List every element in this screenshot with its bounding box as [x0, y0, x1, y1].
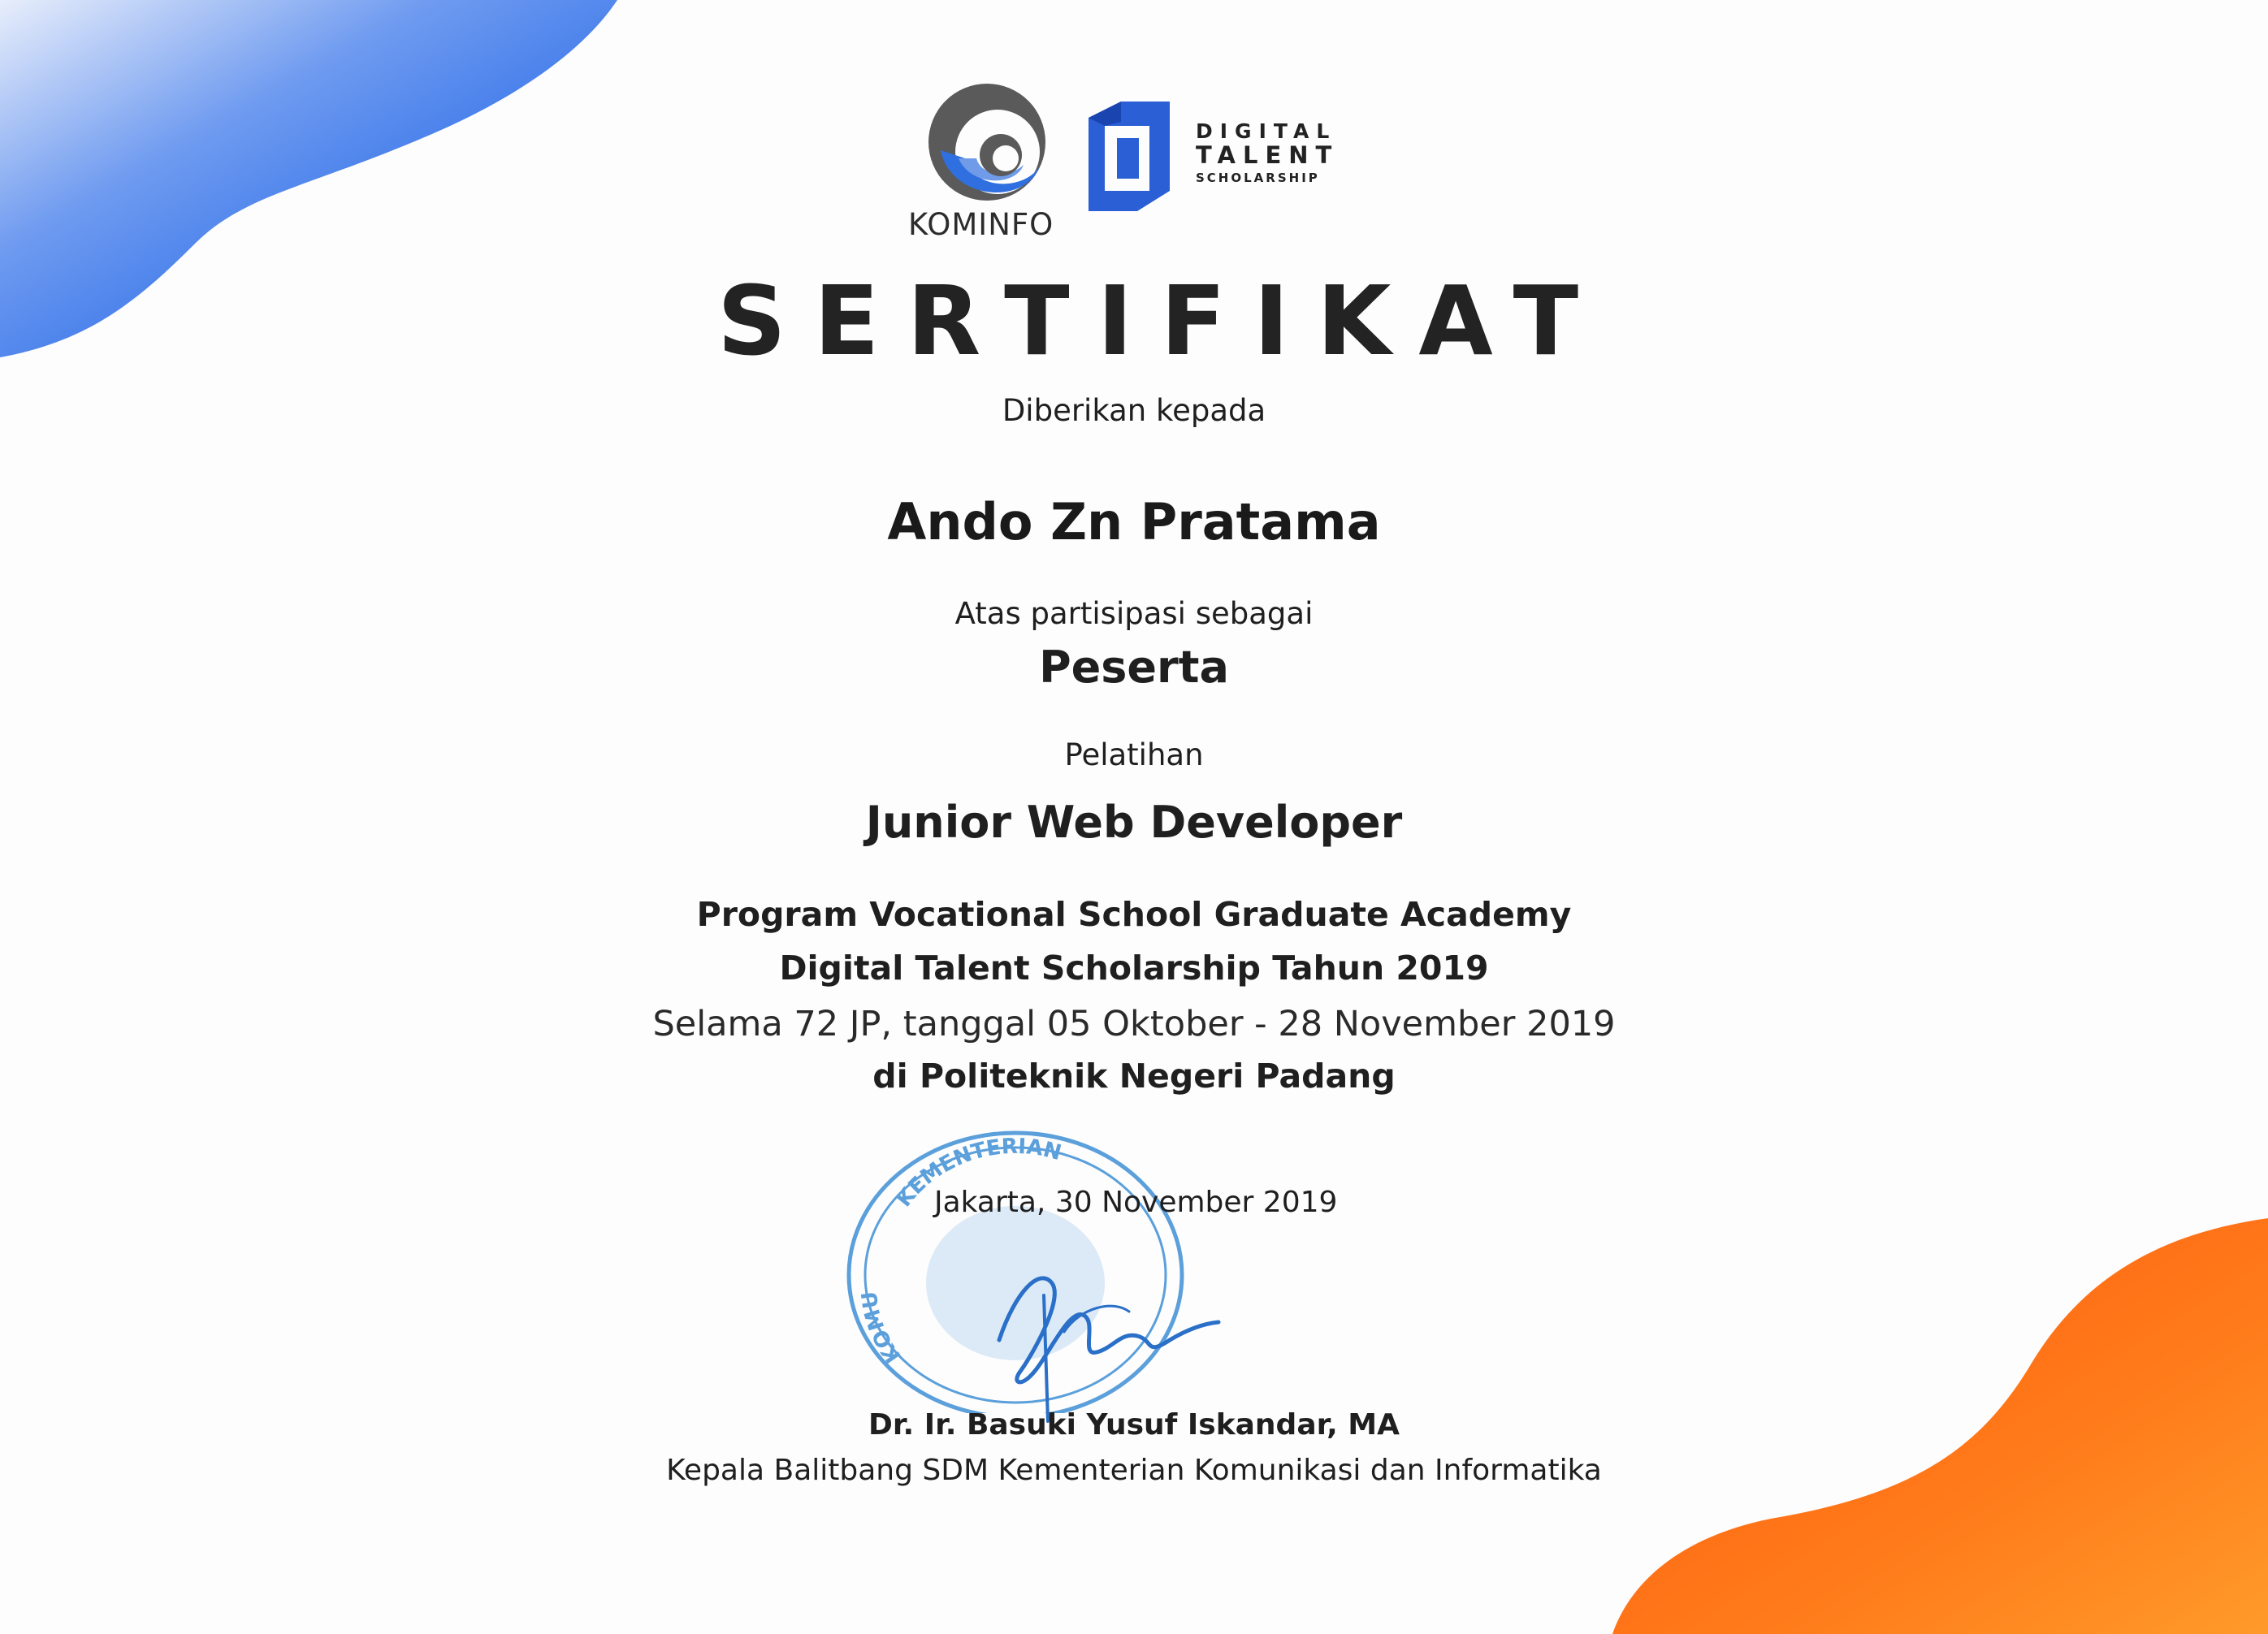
- given-to-label: Diberikan kepada: [1002, 393, 1266, 428]
- recipient-name: Ando Zn Pratama: [887, 492, 1381, 551]
- signer-title: Kepala Balitbang SDM Kementerian Komunikasi dan Informatika: [666, 1454, 1602, 1487]
- participant-role: Peserta: [1039, 642, 1229, 693]
- kominfo-label: KOMINFO: [908, 207, 1054, 242]
- course-name: Junior Web Developer: [865, 797, 1403, 848]
- program-line-2: Digital Talent Scholarship Tahun 2019: [779, 949, 1489, 988]
- digital-talent-line-1: DIGITAL: [1196, 119, 1337, 143]
- training-venue: di Politeknik Negeri Padang: [872, 1057, 1396, 1096]
- kominfo-logo-icon: [928, 84, 1045, 201]
- place-and-date: Jakarta, 30 November 2019: [934, 1186, 1338, 1219]
- digital-talent-line-3: SCHOLARSHIP: [1196, 171, 1320, 185]
- stamp-text-top: KEMENTERIAN: [891, 1134, 1064, 1212]
- program-line-1: Program Vocational School Graduate Academy: [696, 895, 1572, 934]
- certificate-title: SERTIFIKAT: [716, 265, 1607, 377]
- signer-name: Dr. Ir. Basuki Yusuf Iskandar, MA: [868, 1408, 1400, 1442]
- training-label: Pelatihan: [1064, 737, 1204, 772]
- stamp-text-left: KOMU: [857, 1290, 907, 1368]
- digital-talent-logo-icon: [1089, 102, 1170, 211]
- digital-talent-line-2: TALENT: [1196, 141, 1340, 169]
- handwritten-signature: [877, 1218, 1235, 1429]
- training-duration: Selama 72 JP, tanggal 05 Oktober - 28 November 2019: [652, 1004, 1616, 1044]
- participation-label: Atas partisipasi sebagai: [954, 596, 1314, 631]
